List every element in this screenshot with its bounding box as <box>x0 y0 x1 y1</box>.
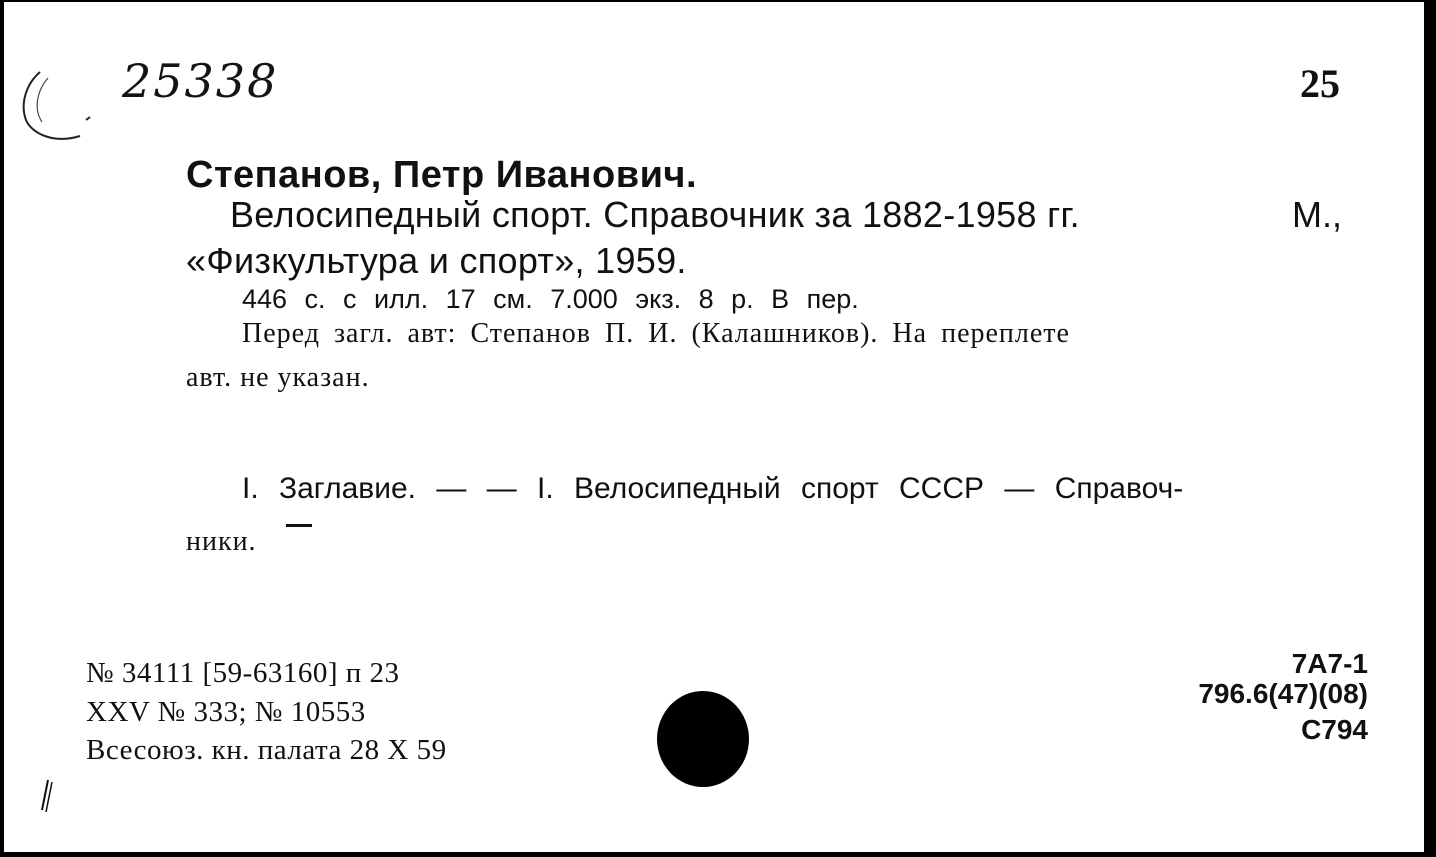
pencil-stroke-icon <box>4 2 84 852</box>
tracing-line-1: I. Заглавие. — — I. Велосипедный спорт СССР — Справоч- <box>242 472 1184 505</box>
punch-hole <box>657 691 749 787</box>
tracing-line-2: ники. <box>186 526 257 557</box>
underline-mark <box>286 524 312 527</box>
classification-code-2: 796.6(47)(08) <box>1198 678 1368 709</box>
title-line-2: «Физкультура и спорт», 1959. <box>186 240 687 281</box>
note-line-2: авт. не указан. <box>186 362 370 393</box>
card-number: 25 <box>1300 61 1340 106</box>
imprint-line-1: № 34111 [59-63160] п 23 <box>86 657 400 689</box>
title-line-1: Велосипедный спорт. Справочник за 1882-1958 гг. <box>230 194 1080 235</box>
author-heading: Степанов, Петр Иванович. <box>186 154 698 196</box>
catalog-card <box>4 2 1424 852</box>
handwritten-accession-number: 25338 <box>122 54 279 108</box>
publication-place: М., <box>1292 194 1342 235</box>
imprint-line-2: XXV № 333; № 10553 <box>86 696 366 728</box>
imprint-line-3: Всесоюз. кн. палата 28 X 59 <box>86 734 447 766</box>
classification-code-3: С794 <box>1301 714 1368 745</box>
collation: 446 с. с илл. 17 см. 7.000 экз. 8 р. В пер. <box>242 284 859 314</box>
note-line-1: Перед загл. авт: Степанов П. И. (Калашников). На переплете <box>242 318 1070 349</box>
classification-code-1: 7А7-1 <box>1291 648 1368 679</box>
